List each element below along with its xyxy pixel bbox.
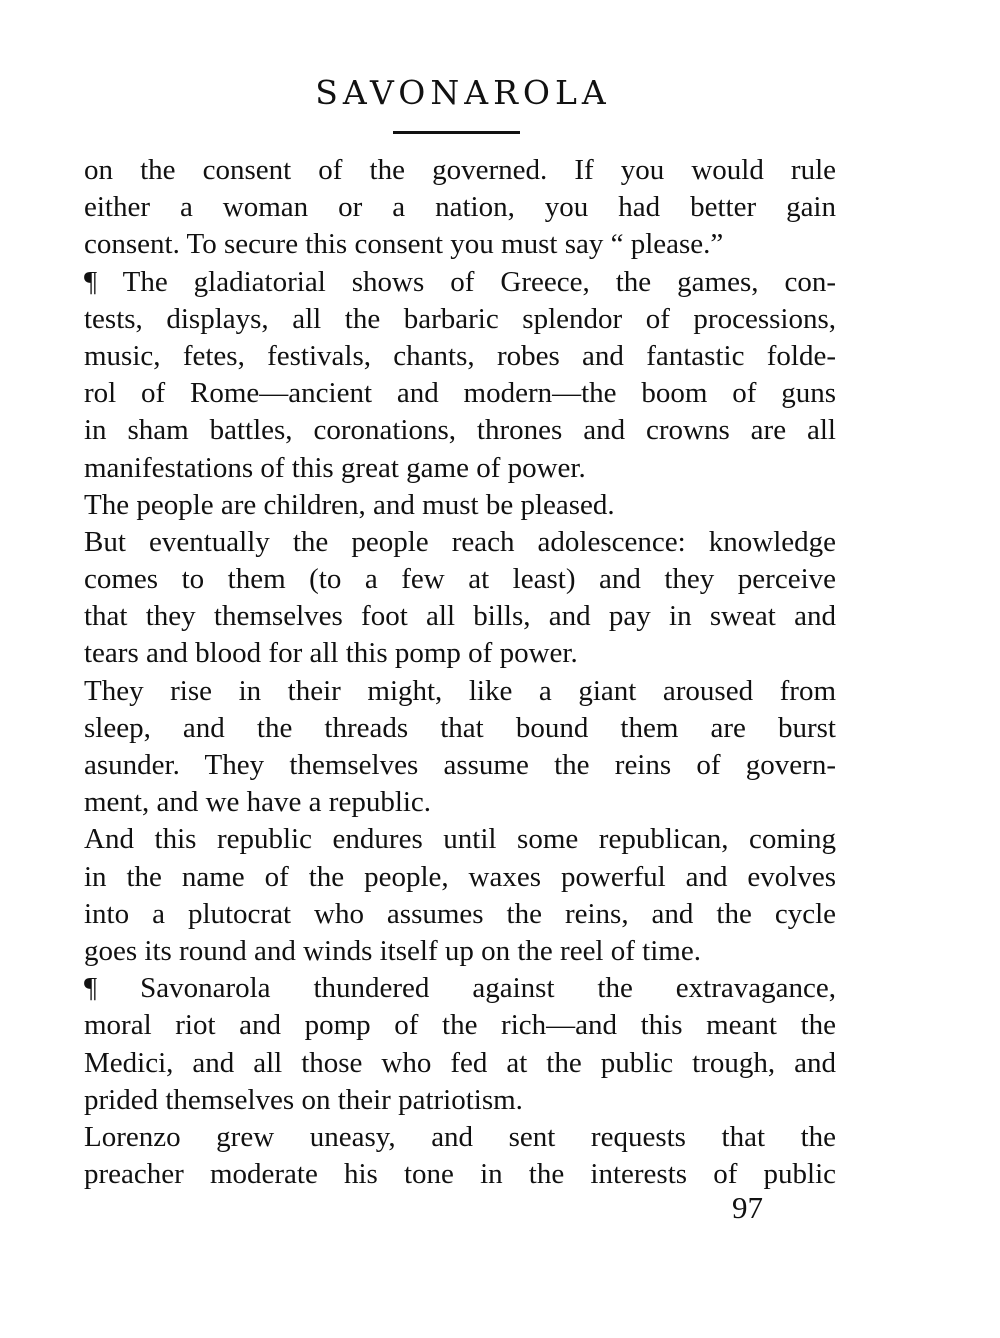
text-line: into a plutocrat who assumes the reins, and the cycle: [84, 897, 836, 930]
text-line: tests, displays, all the barbaric splendor of processions,: [84, 302, 836, 335]
text-line: on the consent of the governed. If you would rule: [84, 154, 836, 186]
book-page: [84, 0, 836, 1338]
page-number: 97: [732, 1190, 763, 1225]
header-rule: [393, 131, 520, 134]
text-line: Medici, and all those who fed at the public trough, and: [84, 1046, 836, 1079]
text-line: The people are children, and must be pleased.: [84, 488, 615, 521]
text-line: They rise in their might, like a giant aroused from: [84, 674, 836, 707]
text-line: that they themselves foot all bills, and pay in sweat and: [84, 600, 836, 633]
text-line: tears and blood for all this pomp of power.: [84, 637, 578, 670]
text-line: ¶ Savonarola thundered against the extravagance,: [84, 972, 836, 1005]
text-line: manifestations of this great game of power.: [84, 451, 586, 484]
body-text: [84, 152, 836, 1193]
text-line: in the name of the people, waxes powerful and evolves: [84, 860, 836, 893]
text-line: ment, and we have a republic.: [84, 786, 432, 819]
text-line: Lorenzo grew uneasy, and sent requests that the: [84, 1120, 836, 1153]
text-line: moral riot and pomp of the rich—and this meant the: [84, 1009, 836, 1042]
text-line: asunder. They themselves assume the reins of govern-: [84, 749, 836, 781]
text-line: comes to them (to a few at least) and they perceive: [84, 563, 836, 596]
text-line: rol of Rome—ancient and modern—the boom of guns: [84, 377, 836, 410]
text-line: ¶ The gladiatorial shows of Greece, the games, con-: [84, 265, 836, 298]
running-head: SAVONAROLA: [315, 73, 611, 112]
text-line: either a woman or a nation, you had better gain: [84, 191, 836, 224]
text-line: But eventually the people reach adolescence: knowledge: [84, 525, 836, 558]
text-line: goes its round and winds itself up on the reel of time.: [84, 934, 701, 967]
text-line: music, fetes, festivals, chants, robes and fantastic folde-: [84, 339, 836, 372]
text-line: preacher moderate his tone in the interests of public: [84, 1158, 836, 1191]
text-line: in sham battles, coronations, thrones and crowns are all: [84, 414, 836, 447]
text-line: sleep, and the threads that bound them are burst: [84, 711, 836, 744]
text-line: consent. To secure this consent you must say “ please.”: [84, 228, 724, 261]
text-line: prided themselves on their patriotism.: [84, 1083, 523, 1116]
text-line: And this republic endures until some republican, coming: [84, 823, 836, 856]
